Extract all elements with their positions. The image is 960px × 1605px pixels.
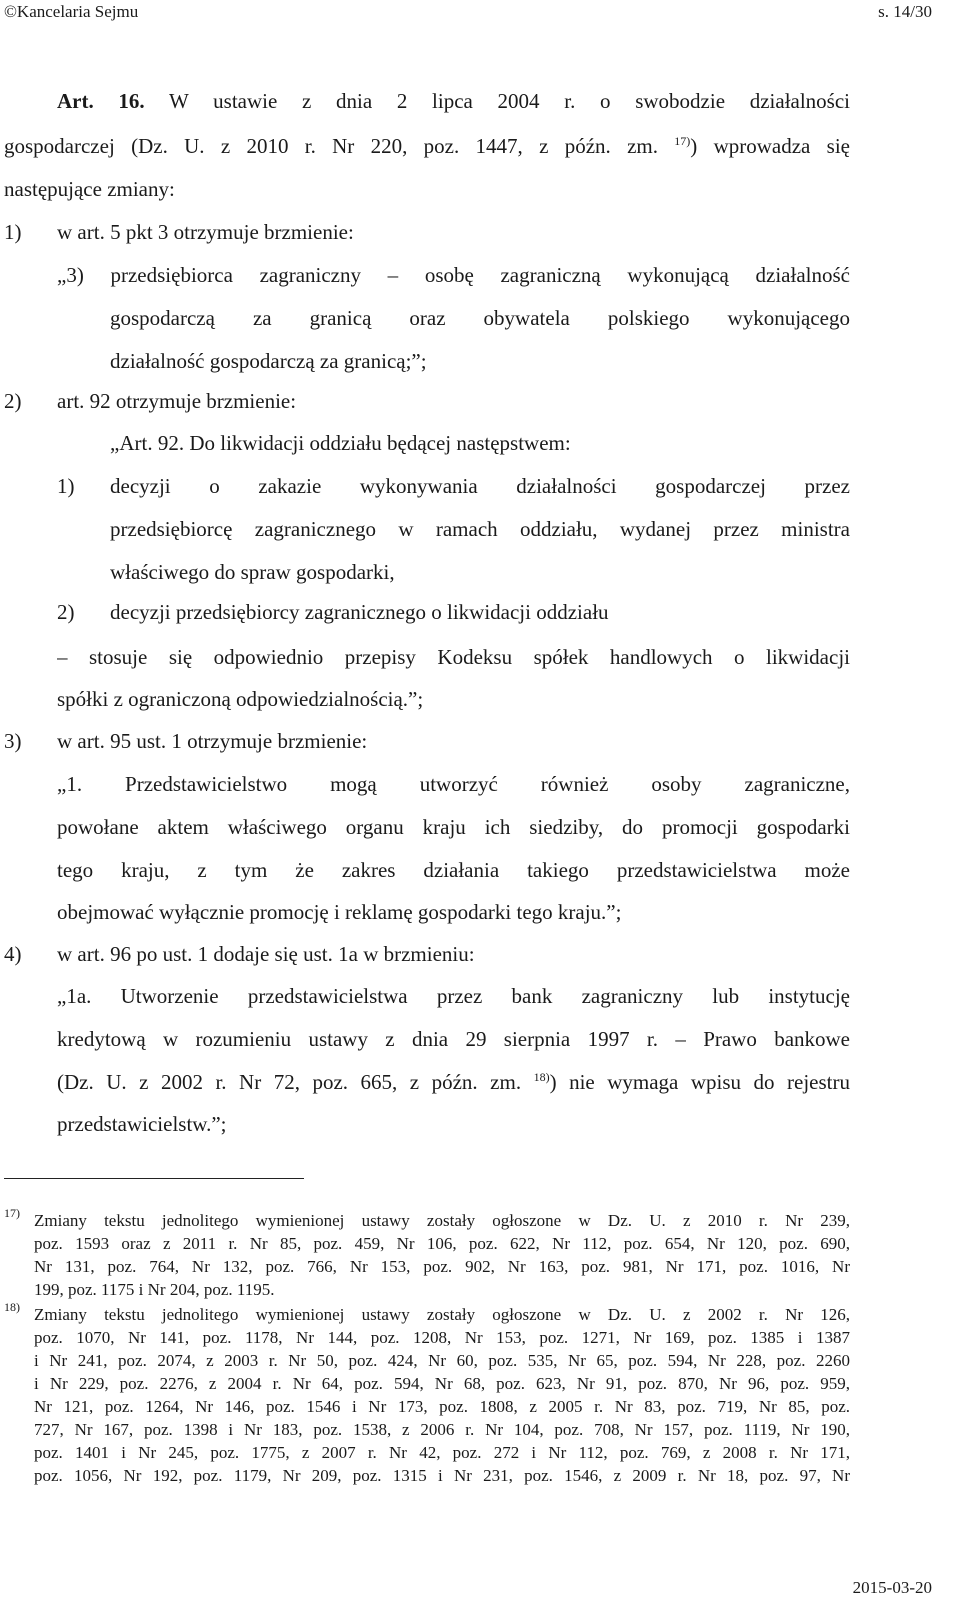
fn18-line: 727, Nr 167, poz. 1398 i Nr 183, poz. 1538, z 2006 r. Nr 104, poz. 708, Nr 157, poz. 1119, Nr 190, xyxy=(34,1420,850,1439)
point-3-text: w art. 95 ust. 1 otrzymuje brzmienie: xyxy=(57,729,368,753)
article-line-2 xyxy=(4,131,850,161)
point-2-quote-line-1: „Art. 92. Do likwidacji oddziału będącej następstwem: xyxy=(110,431,571,455)
point-1-quote-line-2: gospodarczą za granicą oraz obywatela polskiego wykonującego xyxy=(110,306,850,330)
fn17-line: Zmiany tekstu jednolitego wymienionej ustawy zostały ogłoszone w Dz. U. z 2010 r. Nr 239, xyxy=(34,1211,850,1230)
point-4-text: w art. 96 po ust. 1 dodaje się ust. 1a w brzmieniu: xyxy=(57,942,475,966)
article-line-2-tail: ) wprowadza się xyxy=(690,134,850,158)
fn17-line: 199, poz. 1175 i Nr 204, poz. 1195. xyxy=(34,1280,275,1299)
footnote-separator xyxy=(4,1178,304,1179)
point-3-number: 3) xyxy=(4,729,22,753)
point-2-item-1-line-3: właściwego do spraw gospodarki, xyxy=(110,560,395,584)
fn17-line: Nr 131, poz. 764, Nr 132, poz. 766, Nr 153, poz. 902, Nr 163, poz. 981, Nr 171, poz. 1016, Nr xyxy=(34,1257,850,1276)
point-1-text: w art. 5 pkt 3 otrzymuje brzmienie: xyxy=(57,220,354,244)
article-line-2-text: gospodarczej (Dz. U. z 2010 r. Nr 220, poz. 1447, z późn. zm. xyxy=(4,134,658,158)
point-4-quote-line-3-tail: ) nie wymaga wpisu do rejestru xyxy=(549,1070,850,1094)
point-2-item-2-line-1: decyzji przedsiębiorcy zagranicznego o likwidacji oddziału xyxy=(110,600,609,624)
point-2-item-1-line-1: decyzji o zakazie wykonywania działalności gospodarczej przez xyxy=(110,474,850,498)
point-4-number: 4) xyxy=(4,942,22,966)
footnote-18-number: 18) xyxy=(4,1300,20,1314)
point-3-quote-line-3: tego kraju, z tym że zakres działania takiego przedstawicielstwa może xyxy=(57,858,850,882)
article-line-3: następujące zmiany: xyxy=(4,177,175,201)
point-1-quote-line-1: „3) przedsiębiorca zagraniczny – osobę zagraniczną wykonującą działalność xyxy=(57,263,850,287)
point-2-tail-line-1: – stosuje się odpowiednio przepisy Kodeksu spółek handlowych o likwidacji xyxy=(57,645,850,669)
footer-date: 2015-03-20 xyxy=(852,1578,932,1597)
point-2-item-1-line-2: przedsiębiorcę zagranicznego w ramach oddziału, wydanej przez ministra xyxy=(110,517,850,541)
fn18-line: Zmiany tekstu jednolitego wymienionej ustawy zostały ogłoszone w Dz. U. z 2002 r. Nr 126, xyxy=(34,1305,850,1324)
article-number: Art. 16. xyxy=(57,89,145,113)
point-4-quote-line-1: „1a. Utworzenie przedstawicielstwa przez bank zagraniczny lub instytucję xyxy=(57,984,850,1008)
header-page-number: s. 14/30 xyxy=(878,2,932,21)
point-3-quote-line-4: obejmować wyłącznie promocję i reklamę gospodarki tego kraju.”; xyxy=(57,900,622,924)
fn18-line: poz. 1070, Nr 141, poz. 1178, Nr 144, poz. 1208, Nr 153, poz. 1271, Nr 169, poz. 1385 i 1387 xyxy=(34,1328,850,1347)
article-heading-line xyxy=(57,86,850,116)
fn18-line: i Nr 229, poz. 2276, z 2004 r. Nr 64, poz. 594, Nr 68, poz. 623, Nr 91, poz. 870, Nr 96, poz. 959, xyxy=(34,1374,850,1393)
point-2-item-1-number: 1) xyxy=(57,474,75,498)
fn18-line: i Nr 241, poz. 2074, z 2003 r. Nr 50, poz. 424, Nr 60, poz. 535, Nr 65, poz. 594, Nr 228, poz. 2260 xyxy=(34,1351,850,1370)
article-heading-text: W ustawie z dnia 2 lipca 2004 r. o swobodzie działalności xyxy=(169,89,850,113)
footnote-ref-17[interactable]: 17) xyxy=(674,134,691,148)
point-4-quote-line-3 xyxy=(57,1067,850,1097)
point-1-quote-line-3: działalność gospodarczą za granicą;”; xyxy=(110,349,427,373)
footnote-17-number: 17) xyxy=(4,1206,20,1220)
point-2-item-2-number: 2) xyxy=(57,600,75,624)
fn18-line: poz. 1401 i Nr 245, poz. 1775, z 2007 r. Nr 42, poz. 272 i Nr 112, poz. 769, z 2008 r. Nr 171, xyxy=(34,1443,850,1462)
point-4-quote-line-2: kredytową w rozumieniu ustawy z dnia 29 sierpnia 1997 r. – Prawo bankowe xyxy=(57,1027,850,1051)
point-4-quote-line-4: przedstawicielstw.”; xyxy=(57,1112,227,1136)
point-2-number: 2) xyxy=(4,389,22,413)
footnote-ref-18[interactable]: 18) xyxy=(533,1070,550,1084)
point-2-tail-line-2: spółki z ograniczoną odpowiedzialnością.”; xyxy=(57,687,424,711)
point-1-number: 1) xyxy=(4,220,22,244)
header-publisher: ©Kancelaria Sejmu xyxy=(4,2,139,21)
fn17-line: poz. 1593 oraz z 2011 r. Nr 85, poz. 459, Nr 106, poz. 622, Nr 112, poz. 654, Nr 120, poz. 690, xyxy=(34,1234,850,1253)
point-4-quote-line-3-text: (Dz. U. z 2002 r. Nr 72, poz. 665, z późn. zm. xyxy=(57,1070,522,1094)
point-3-quote-line-2: powołane aktem właściwego organu kraju ich siedziby, do promocji gospodarki xyxy=(57,815,850,839)
fn18-line: Nr 121, poz. 1264, Nr 146, poz. 1546 i Nr 173, poz. 1808, z 2005 r. Nr 83, poz. 719, Nr 85, poz. xyxy=(34,1397,850,1416)
point-2-text: art. 92 otrzymuje brzmienie: xyxy=(57,389,297,413)
fn18-line: poz. 1056, Nr 192, poz. 1179, Nr 209, poz. 1315 i Nr 231, poz. 1546, z 2009 r. Nr 18, poz. 97, Nr xyxy=(34,1466,850,1485)
point-3-quote-line-1: „1. Przedstawicielstwo mogą utworzyć również osoby zagraniczne, xyxy=(57,772,850,796)
